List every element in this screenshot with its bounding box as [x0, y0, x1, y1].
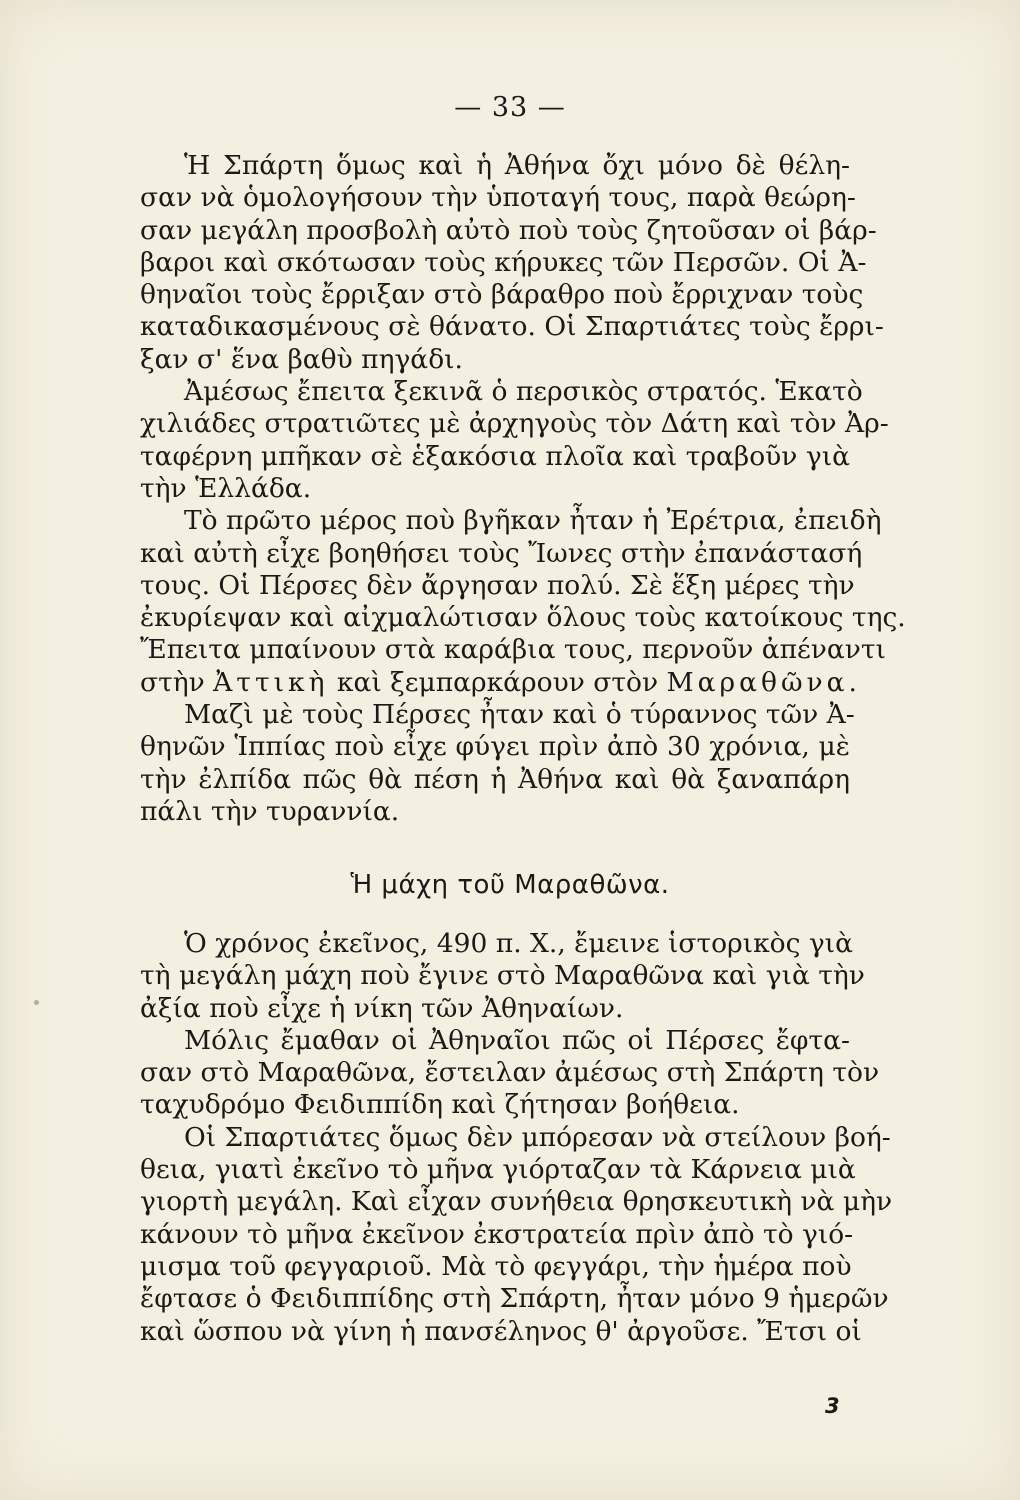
spaced-word-marathon: Μαραθῶνα.	[666, 666, 861, 698]
text-line: καὶ αὐτὴ εἶχε βοηθήσει τοὺς Ἴωνες στὴν ἐπανάστασή	[140, 537, 863, 569]
text-line: τους. Οἱ Πέρσες δὲν ἄργησαν πολύ. Σὲ ἕξη μέρες τὴν	[140, 569, 855, 601]
text-line: θεια, γιατὶ ἐκεῖνο τὸ μῆνα γιόρταζαν τὰ Κάρνεια μιὰ	[140, 1154, 856, 1186]
text-line: ἀξία ποὺ εἶχε ἡ νίκη τῶν Ἀθηναίων.	[140, 992, 624, 1024]
text-line: Ἔπειτα μπαίνουν στὰ καράβια τους, περνοῦν ἀπέναντι	[140, 634, 886, 666]
text-line: Τὸ πρῶτο μέρος ποὺ βγῆκαν ἦταν ἡ Ἐρέτρια, ἐπειδὴ	[184, 505, 882, 537]
section-heading: Ἡ μάχη τοῦ Μαραθῶνα.	[350, 870, 670, 900]
spaced-word-attiki: Ἀττικὴ	[213, 666, 329, 698]
text-line: σαν στὸ Μαραθῶνα, ἔστειλαν ἀμέσως στὴ Σπάρτη τὸν	[140, 1057, 880, 1089]
text-line: μισμα τοῦ φεγγαριοῦ. Μὰ τὸ φεγγάρι, τὴν ἡμέρα ποὺ	[140, 1250, 852, 1282]
text-line: Ὁ χρόνος ἐκεῖνος, 490 π. Χ., ἔμεινε ἱστορικὸς γιὰ	[184, 928, 853, 959]
text-line: θηναῖοι τοὺς ἔρριξαν στὸ βάραθρο ποὺ ἔρριχναν τοὺς	[140, 279, 864, 311]
text-line: τὴν Ἑλλάδα.	[140, 472, 312, 504]
text-line: ταχυδρόμο Φειδιππίδη καὶ ζήτησαν βοήθεια.	[140, 1089, 740, 1121]
paper-speck	[34, 1000, 39, 1005]
signature-mark: 3	[825, 1394, 840, 1418]
text-block-lower	[140, 928, 893, 1348]
text-line: πάλι τὴν τυραννία.	[140, 795, 400, 827]
text-line: καταδικασμένους σὲ θάνατο. Οἱ Σπαρτιάτες τοὺς ἔρρι-	[140, 311, 884, 343]
text-line: βαροι καὶ σκότωσαν τοὺς κήρυκες τῶν Περσῶν. Οἱ Ἀ-	[140, 246, 867, 278]
text-line: σαν νὰ ὁμολογήσουν τὴν ὑποταγή τους, παρὰ θεώρη-	[140, 182, 856, 214]
text-line: τὴ μεγάλη μάχη ποὺ ἔγινε στὸ Μαραθῶνα καὶ γιὰ τὴν	[140, 960, 865, 992]
text-line: Μόλις ἔμαθαν οἱ Ἀθηναῖοι πῶς οἱ Πέρσες ἔφτα-	[184, 1024, 850, 1056]
text-line: ταφέρνη μπῆκαν σὲ ἑξακόσια πλοῖα καὶ τραβοῦν γιὰ	[140, 440, 850, 472]
text-line: σαν μεγάλη προσβολὴ αὐτὸ ποὺ τοὺς ζητοῦσαν οἱ βάρ-	[140, 214, 877, 246]
text-line-attiki	[140, 666, 861, 699]
text-fragment: καὶ ξεμπαρκάρουν στὸν	[328, 666, 667, 698]
text-line: κάνουν τὸ μῆνα ἐκεῖνον ἐκστρατεία πρὶν ἀπὸ τὸ γιό-	[140, 1218, 854, 1250]
text-line: Μαζὶ μὲ τοὺς Πέρσες ἦταν καὶ ὁ τύραννος τῶν Ἀ-	[184, 699, 855, 731]
text-line: Ἀμέσως ἔπειτα ξεκινᾶ ὁ περσικὸς στρατός. Ἑκατὸ	[184, 376, 863, 408]
text-block-upper	[140, 150, 906, 828]
text-line: Ἡ Σπάρτη ὅμως καὶ ἡ Ἀθήνα ὄχι μόνο δὲ θέλη-	[184, 150, 850, 181]
text-line: ἐκυρίεψαν καὶ αἰχμαλώτισαν ὅλους τοὺς κατοίκους της.	[140, 602, 906, 634]
text-line: χιλιάδες στρατιῶτες μὲ ἀρχηγοὺς τὸν Δάτη καὶ τὸν Ἀρ-	[140, 408, 889, 440]
text-fragment: στὴν	[140, 666, 214, 698]
page-number: — 33 —	[454, 92, 566, 123]
text-line: γιορτὴ μεγάλη. Καὶ εἶχαν συνήθεια θρησκευτικὴ νὰ μὴν	[140, 1186, 893, 1218]
text-line: τὴν ἐλπίδα πῶς θὰ πέση ἡ Ἀθήνα καὶ θὰ ξαναπάρη	[140, 763, 850, 795]
text-line: ἔφτασε ὁ Φειδιππίδης στὴ Σπάρτη, ἦταν μόνο 9 ἡμερῶν	[140, 1283, 889, 1315]
text-line: ξαν σ' ἕνα βαθὺ πηγάδι.	[140, 343, 463, 375]
text-line: Οἱ Σπαρτιάτες ὅμως δὲν μπόρεσαν νὰ στείλουν βοή-	[184, 1121, 891, 1153]
text-line: θηνῶν Ἱππίας ποὺ εἶχε φύγει πρὶν ἀπὸ 30 χρόνια, μὲ	[140, 731, 850, 763]
text-line: καὶ ὥσπου νὰ γίνη ἡ πανσέληνος θ' ἀργοῦσε. Ἔτσι οἱ	[140, 1315, 862, 1347]
